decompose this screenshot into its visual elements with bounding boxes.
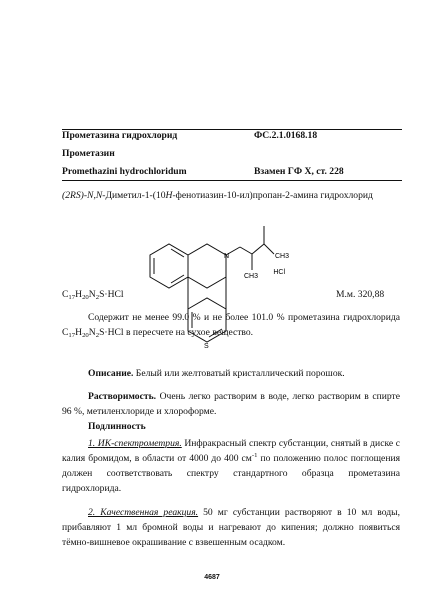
bottom-rule [62, 180, 402, 181]
phenothiazine-rings [150, 226, 274, 364]
chain-bond [240, 247, 252, 254]
chem-rest: -фенотиазин-10-ил)пропан-2-амина гидрохлорид [172, 190, 373, 201]
ch3-label-1: CH3 [275, 253, 290, 260]
description-label: Описание. [88, 368, 134, 379]
name-ru: Прометазин [62, 148, 115, 159]
solubility-paragraph [62, 389, 400, 419]
formula-h: H [75, 289, 83, 300]
qualitative-paragraph [62, 505, 400, 550]
ir-label: 1. ИК-спектрометрия. [88, 438, 182, 449]
hcl-label: HCl [273, 269, 285, 276]
page-number: 4687 [204, 574, 220, 581]
content-tail: S·HCl [99, 327, 124, 338]
identity-heading [62, 419, 400, 434]
solubility-text: Очень легко растворим в воде, легко растворим в спирте 96 %, метиленхлориде и хлороформе. [62, 391, 400, 417]
formula-tail: S·HCl [99, 289, 124, 300]
fs-code: ФС.2.1.0168.18 [254, 130, 318, 141]
content-h: H [75, 327, 83, 338]
chemical-name [62, 190, 373, 202]
atom-s-label: S [204, 343, 209, 350]
chem-n: -N,N [83, 190, 103, 201]
content-line-1: Содержит не менее 99.0 % и не более 101.0 % прометазина [88, 312, 340, 323]
n-methyl-bond [252, 244, 264, 254]
formula-h-sub: 20 [82, 294, 89, 301]
formula-n-sub: 2 [95, 294, 100, 301]
chem-middle: -Диметил-1-(10 [102, 190, 166, 201]
title-ru: Прометазина гидрохлорид [62, 130, 178, 141]
qual-label: 2. Качественная реакция. [88, 507, 199, 518]
chem-rs: (2RS) [62, 190, 84, 201]
molecular-formula [62, 289, 124, 301]
ir-text-b: по положению полос поглощения должен соответствовать спектру стандартного образца прометазина гидрохлорида. [62, 453, 400, 494]
ch3-label-2: CH3 [244, 273, 259, 280]
ir-sup: -1 [251, 452, 258, 459]
solubility-label: Растворимость. [88, 391, 157, 402]
ir-paragraph [62, 436, 400, 496]
central-ring [188, 244, 226, 288]
left-ring [150, 244, 188, 288]
content-line-2a: гидрохлорида C [62, 312, 400, 338]
chem-h: H [165, 190, 173, 201]
atom-n-label: N [224, 253, 230, 260]
content-n-sub: 2 [95, 332, 100, 339]
content-line-2b: в пересчете на сухое вещество. [123, 327, 254, 338]
methyl-bond [264, 244, 274, 254]
left-ring-double-bond [171, 249, 184, 257]
content-h-sub: 20 [82, 332, 89, 339]
description-paragraph [62, 366, 400, 381]
formula-c-sub: 17 [68, 294, 76, 301]
identity-label: Подлинность [88, 421, 146, 432]
replaces-note: Взамен ГФ X, ст. 228 [254, 166, 344, 177]
structural-formula [140, 222, 290, 382]
formula-n: N [88, 289, 96, 300]
content-c-sub: 17 [68, 332, 76, 339]
molar-mass: М.м. 320,88 [336, 289, 385, 300]
formula-c: C [62, 289, 69, 300]
description-text: Белый или желтоватый кристаллический порошок. [133, 368, 345, 379]
qual-text: 50 мг субстанции растворяют в 10 мл воды, прибавляют 1 мл бромной воды и нагревают до кипения; должно появиться тёмно-вишневое окрашивание с взвешенным осадком. [62, 507, 400, 548]
content-n: N [88, 327, 96, 338]
left-ring-double-bond [171, 275, 184, 283]
title-lat: Promethazini hydrochloridum [62, 166, 187, 177]
content-paragraph [62, 310, 400, 340]
ir-text-a: Инфракрасный спектр субстанции, снятый в диске с калия бромидом, в области от 4000 до 400 см [62, 438, 400, 464]
